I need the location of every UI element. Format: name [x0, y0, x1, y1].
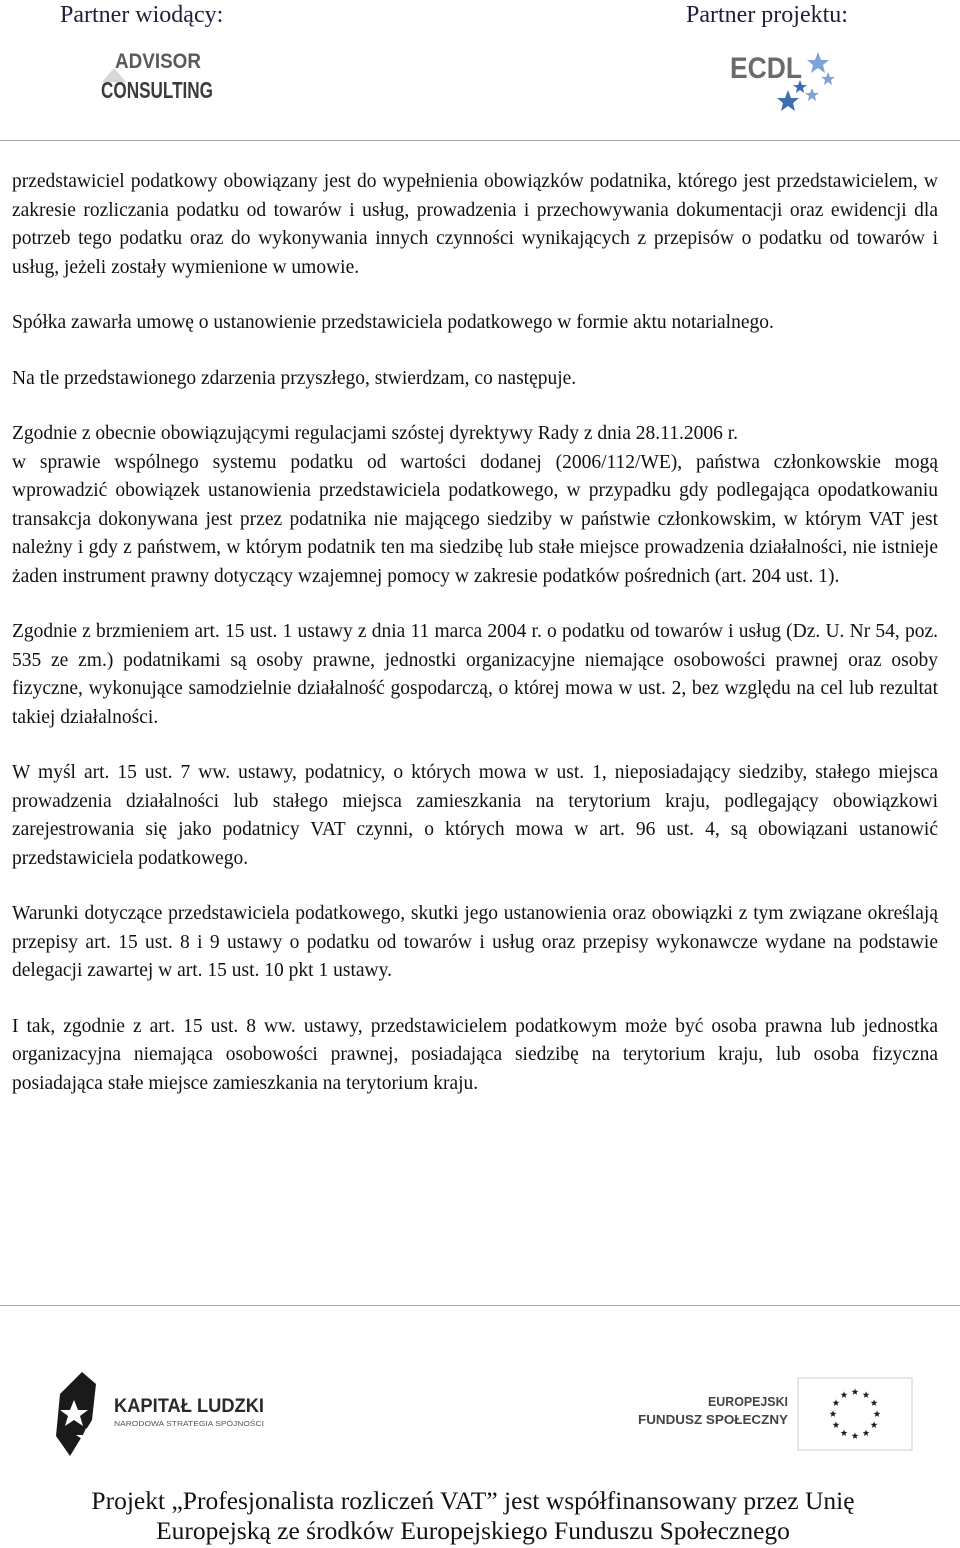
- paragraph-6: Zgodnie z brzmieniem art. 15 ust. 1 ustawy z dnia 11 marca 2004 r. o podatku od towarów i usług (Dz. U. Nr 54, poz. 535 ze zm.) podatnikami są osoby prawne, jednostki organizacyjne niemające osobowości prawnej oraz osoby fizyczne, wykonujące samodzielnie działalność gospodarczą, o której mowa w ust. 2, bez względu na cel lub rezultat takiej działalności.: [12, 621, 938, 728]
- footer-text-line-1: Projekt „Profesjonalista rozliczeń VAT” jest współfinansowany przez Unię: [91, 1486, 855, 1515]
- kapital-ludzki-logo: [52, 1366, 282, 1462]
- logo-advisor-text: ADVISOR: [115, 50, 201, 73]
- logo-consulting-text: CONSULTING: [101, 77, 213, 103]
- advisor-consulting-logo: [96, 42, 218, 108]
- paragraph-7: W myśl art. 15 ust. 7 ww. ustawy, podatnicy, o których mowa w ust. 1, nieposiadający siedziby, stałego miejsca prowadzenia działalności lub stałego miejsca zamieszkania na terytorium kraju, podlegający obowiązkowi zarejestrowania się jako podatnicy VAT czynni, o których mowa w art. 96 ust. 4, są obowiązani ustanowić przedstawiciela podatkowego.: [12, 762, 938, 869]
- paragraph-3: Na tle przedstawionego zdarzenia przyszłego, stwierdzam, co następuje.: [12, 367, 577, 389]
- paragraph-2: Spółka zawarła umowę o ustanowienie przedstawiciela podatkowego w formie aktu notarialnego.: [12, 312, 774, 333]
- efs-line2-text: FUNDUSZ SPOŁECZNY: [638, 1413, 789, 1427]
- paragraph-9: I tak, zgodnie z art. 15 ust. 8 ww. ustawy, przedstawicielem podatkowym może być osoba prawna lub jednostka organizacyjna niemająca osobowości prawnej, posiadająca siedzibę na terytorium kraju, lub osoba fizyczna posiadająca stałe miejsce zamieszkania na terytorium kraju.: [12, 1015, 938, 1094]
- project-partner-label: Partner projektu:: [686, 2, 848, 28]
- logo-ecdl-text: ECDL: [730, 52, 802, 85]
- page-footer: [0, 1306, 960, 1548]
- page-header: [0, 0, 960, 140]
- kl-title-text: KAPITAŁ LUDZKI: [114, 1396, 264, 1417]
- footer-text-line-2: Europejską ze środków Europejskiego Funduszu Społecznego: [156, 1516, 790, 1545]
- paragraph-8: Warunki dotyczące przedstawiciela podatkowego, skutki jego ustanowienia oraz obowiązki z tym związane określają przepisy art. 15 ust. 8 i 9 ustawy o podatku od towarów i usług oraz przepisy wykonawcze wydane na podstawie delegacji zawartej w art. 15 ust. 10 pkt 1 ustawy.: [12, 903, 938, 981]
- paragraph-5: w sprawie wspólnego systemu podatku od wartości dodanej (2006/112/WE), państwa członkowskie mogą wprowadzić obowiązek ustanowienia przedstawiciela podatkowego, w przypadku gdy podlegająca opodatkowaniu transakcja dokonywana jest przez podatnika nie mającego siedziby w państwie członkowskim, w którym VAT jest należny i gdy z państwem, w którym podatnik ten ma siedzibę lub stałe miejsce prowadzenia działalności, nie istnieje żaden instrument prawny dotyczący wzajemnej pomocy w zakresie podatków pośrednich (art. 204 ust. 1).: [12, 451, 938, 587]
- kl-subtitle-text: NARODOWA STRATEGIA SPÓJNOŚCI: [114, 1419, 264, 1428]
- lead-partner-label: Partner wiodący:: [60, 2, 224, 28]
- paragraph-4: Zgodnie z obecnie obowiązującymi regulacjami szóstej dyrektywy Rady z dnia 28.11.2006 r.: [12, 423, 738, 444]
- efs-logo: [636, 1376, 916, 1452]
- ecdl-logo: [728, 44, 840, 116]
- header-divider: [0, 140, 960, 141]
- document-body: [12, 168, 938, 1125]
- efs-line1-text: EUROPEJSKI: [708, 1395, 788, 1409]
- paragraph-1: przedstawiciel podatkowy obowiązany jest do wypełnienia obowiązków podatnika, którego jest przedstawicielem, w zakresie rozliczania podatku od towarów i usług, prowadzenia i przechowywania dokumentacji oraz ewidencji dla potrzeb tego podatku oraz do wykonywania innych czynności wynikających z przepisów o podatku od towarów i usług, jeżeli zostały wymienione w umowie.: [12, 171, 938, 278]
